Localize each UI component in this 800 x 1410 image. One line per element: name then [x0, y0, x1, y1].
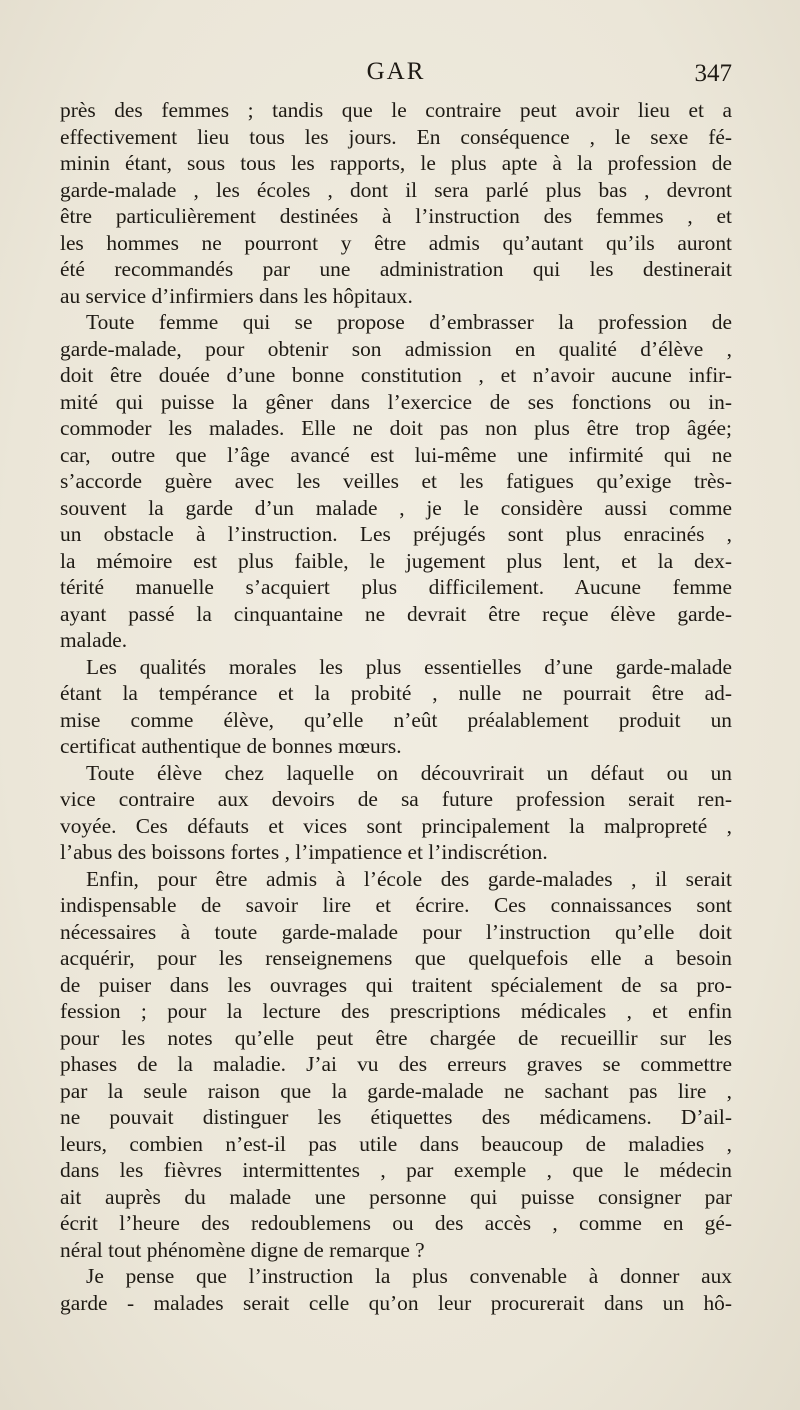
text-line: ait auprès du malade une personne qui puisse consigner par: [60, 1184, 732, 1209]
text-line: par la seule raison que la garde-malade ne sachant pas lire ,: [60, 1078, 732, 1103]
text-line: la mémoire est plus faible, le jugement plus lent, et la dex-: [60, 548, 732, 573]
text-line: térité manuelle s’acquiert plus difficilement. Aucune femme: [60, 575, 732, 599]
text-line: écrit l’heure des redoublemens ou des accès , comme en gé-: [60, 1211, 732, 1235]
text-line: vice contraire aux devoirs de sa future profession serait ren-: [60, 787, 732, 811]
text-line: de puiser dans les ouvrages qui traitent spécialement de sa pro-: [60, 972, 732, 997]
text-line: garde-malade , les écoles , dont il sera parlé plus bas , devront: [60, 177, 732, 202]
page-number: 347: [694, 60, 732, 87]
text-line: dans les fièvres intermittentes , par exemple , que le médecin: [60, 1158, 732, 1182]
text-line: Toute femme qui se propose d’embrasser la profession de: [86, 310, 732, 334]
text-line: doit être douée d’une bonne constitution , et n’avoir aucune infir-: [60, 363, 732, 387]
text-line: les hommes ne pourront y être admis qu’autant qu’ils auront: [60, 230, 732, 255]
text-line: commoder les malades. Elle ne doit pas non plus être trop âgée;: [60, 416, 732, 440]
text-line: phases de la maladie. J’ai vu des erreurs graves se commettre: [60, 1052, 732, 1076]
text-line: au service d’infirmiers dans les hôpitaux.: [60, 283, 413, 308]
text-line: Les qualités morales les plus essentielles d’une garde-malade: [86, 654, 732, 679]
text-line: s’accorde guère avec les veilles et les fatigues qu’exige très-: [60, 469, 732, 493]
text-line: garde - malades serait celle qu’on leur procurerait dans un hô-: [60, 1290, 732, 1315]
text-line: été recommandés par une administration qui les destinerait: [60, 257, 732, 281]
text-line: Enfin, pour être admis à l’école des garde-malades , il serait: [86, 866, 732, 891]
text-line: néral tout phénomène digne de remarque ?: [60, 1237, 425, 1262]
text-line: acquérir, pour les renseignemens que quelquefois elle a besoin: [60, 946, 732, 970]
text-line: minin étant, sous tous les rapports, le plus apte à la profession de: [60, 151, 732, 175]
text-line: ayant passé la cinquantaine ne devrait être reçue élève garde-: [60, 601, 732, 626]
text-line: indispensable de savoir lire et écrire. Ces connaissances sont: [60, 893, 732, 917]
text-line: un obstacle à l’instruction. Les préjugés sont plus enracinés ,: [60, 522, 732, 546]
running-head: GAR: [366, 58, 426, 85]
text-line: garde-malade, pour obtenir son admission en qualité d’élève ,: [60, 336, 732, 361]
text-line: ne pouvait distinguer les étiquettes des médicamens. D’ail-: [60, 1105, 732, 1129]
text-line: nécessaires à toute garde-malade pour l’instruction qu’elle doit: [60, 919, 732, 944]
text-line: Je pense que l’instruction la plus convenable à donner aux: [86, 1264, 732, 1288]
text-line: mise comme élève, qu’elle n’eût préalablement produit un: [60, 707, 732, 732]
text-line: certificat authentique de bonnes mœurs.: [60, 734, 402, 758]
text-line: effectivement lieu tous les jours. En conséquence , le sexe fé-: [60, 124, 732, 149]
text-line: pour les notes qu’elle peut être chargée de recueillir sur les: [60, 1025, 732, 1050]
text-line: près des femmes ; tandis que le contraire peut avoir lieu et a: [60, 98, 732, 122]
text-line: l’abus des boissons fortes , l’impatience et l’indiscrétion.: [60, 840, 548, 864]
text-line: malade.: [60, 628, 128, 652]
text-line: étant la tempérance et la probité , nulle ne pourrait être ad-: [60, 681, 732, 705]
text-line: mité qui puisse la gêner dans l’exercice de ses fonctions ou in-: [60, 389, 732, 414]
text-line: souvent la garde d’un malade , je le considère aussi comme: [60, 495, 732, 520]
text-line: leurs, combien n’est-il pas utile dans beaucoup de maladies ,: [60, 1131, 732, 1156]
text-line: être particulièrement destinées à l’instruction des femmes , et: [60, 204, 732, 228]
text-line: voyée. Ces défauts et vices sont principalement la malpropreté ,: [60, 813, 732, 838]
body-text: [60, 97, 732, 1316]
text-line: car, outre que l’âge avancé est lui-même une infirmité qui ne: [60, 442, 732, 467]
text-line: Toute élève chez laquelle on découvrirait un défaut ou un: [86, 760, 732, 785]
text-line: fession ; pour la lecture des prescriptions médicales , et enfin: [60, 999, 732, 1023]
page-header: [60, 58, 732, 92]
